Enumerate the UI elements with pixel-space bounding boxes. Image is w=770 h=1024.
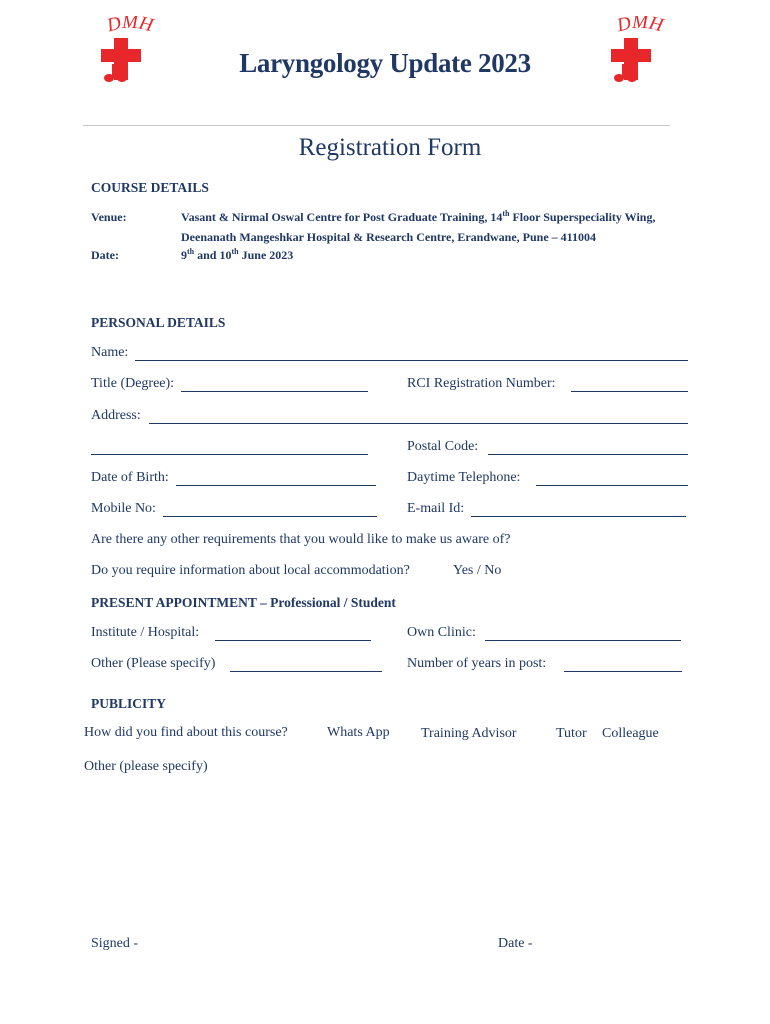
present-appointment-heading: PRESENT APPOINTMENT – Professional / Student: [91, 595, 396, 610]
option-training-advisor[interactable]: Training Advisor: [421, 726, 517, 741]
course-details-heading: COURSE DETAILS: [91, 180, 209, 195]
address-label: Address:: [91, 408, 141, 423]
name-label: Name:: [91, 345, 129, 360]
option-colleague[interactable]: Colleague: [602, 726, 659, 741]
postal-code-label: Postal Code:: [407, 439, 479, 454]
address-field-2[interactable]: [91, 454, 368, 455]
institute-field[interactable]: [215, 640, 371, 641]
email-field[interactable]: [471, 516, 686, 517]
header-divider: [83, 125, 670, 126]
other-appointment-label: Other (Please specify): [91, 656, 216, 671]
publicity-heading: PUBLICITY: [91, 696, 167, 711]
form-subtitle: Registration Form: [298, 134, 482, 161]
venue-line-2: Deenanath Mangeshkar Hospital & Research Centre, Erandwane, Pune – 411004: [181, 230, 597, 244]
course-date: 9th and 10th June 2023: [181, 247, 294, 262]
daytime-phone-field[interactable]: [536, 485, 688, 486]
rci-field[interactable]: [571, 391, 688, 392]
years-in-post-field[interactable]: [564, 671, 682, 672]
address-field-1[interactable]: [149, 423, 688, 424]
svg-text:DMH: DMH: [614, 16, 666, 37]
own-clinic-field[interactable]: [485, 640, 681, 641]
mobile-label: Mobile No:: [91, 501, 156, 516]
signed-label: Signed -: [91, 936, 139, 951]
years-in-post-label: Number of years in post:: [407, 656, 547, 671]
dob-field[interactable]: [176, 485, 376, 486]
signature-date-label: Date -: [498, 936, 533, 951]
page-title: Laryngology Update 2023: [239, 48, 531, 78]
publicity-question: How did you find about this course?: [84, 725, 288, 740]
title-degree-label: Title (Degree):: [91, 376, 175, 391]
own-clinic-label: Own Clinic:: [407, 625, 476, 640]
accommodation-question: Do you require information about local accommodation?: [91, 563, 410, 578]
personal-details-heading: PERSONAL DETAILS: [91, 315, 226, 330]
venue-line-1: Vasant & Nirmal Oswal Centre for Post Graduate Training, 14th Floor Superspeciality Wing,: [181, 209, 656, 224]
svg-text:DMH: DMH: [104, 16, 156, 37]
option-whatsapp[interactable]: Whats App: [327, 725, 390, 740]
email-label: E-mail Id:: [407, 501, 465, 516]
other-requirements-question: Are there any other requirements that you would like to make us aware of?: [91, 532, 511, 547]
postal-code-field[interactable]: [488, 454, 688, 455]
rci-label: RCI Registration Number:: [407, 376, 556, 391]
title-degree-field[interactable]: [181, 391, 368, 392]
name-field[interactable]: [135, 360, 688, 361]
mobile-field[interactable]: [163, 516, 377, 517]
other-appointment-field[interactable]: [230, 671, 382, 672]
publicity-other-label: Other (please specify): [84, 759, 208, 774]
option-tutor[interactable]: Tutor: [556, 726, 587, 741]
date-label: Date:: [91, 248, 119, 262]
accommodation-yes-no[interactable]: Yes / No: [453, 563, 502, 578]
institute-label: Institute / Hospital:: [91, 625, 200, 640]
dob-label: Date of Birth:: [91, 470, 169, 485]
venue-label: Venue:: [91, 210, 127, 224]
daytime-phone-label: Daytime Telephone:: [407, 470, 521, 485]
